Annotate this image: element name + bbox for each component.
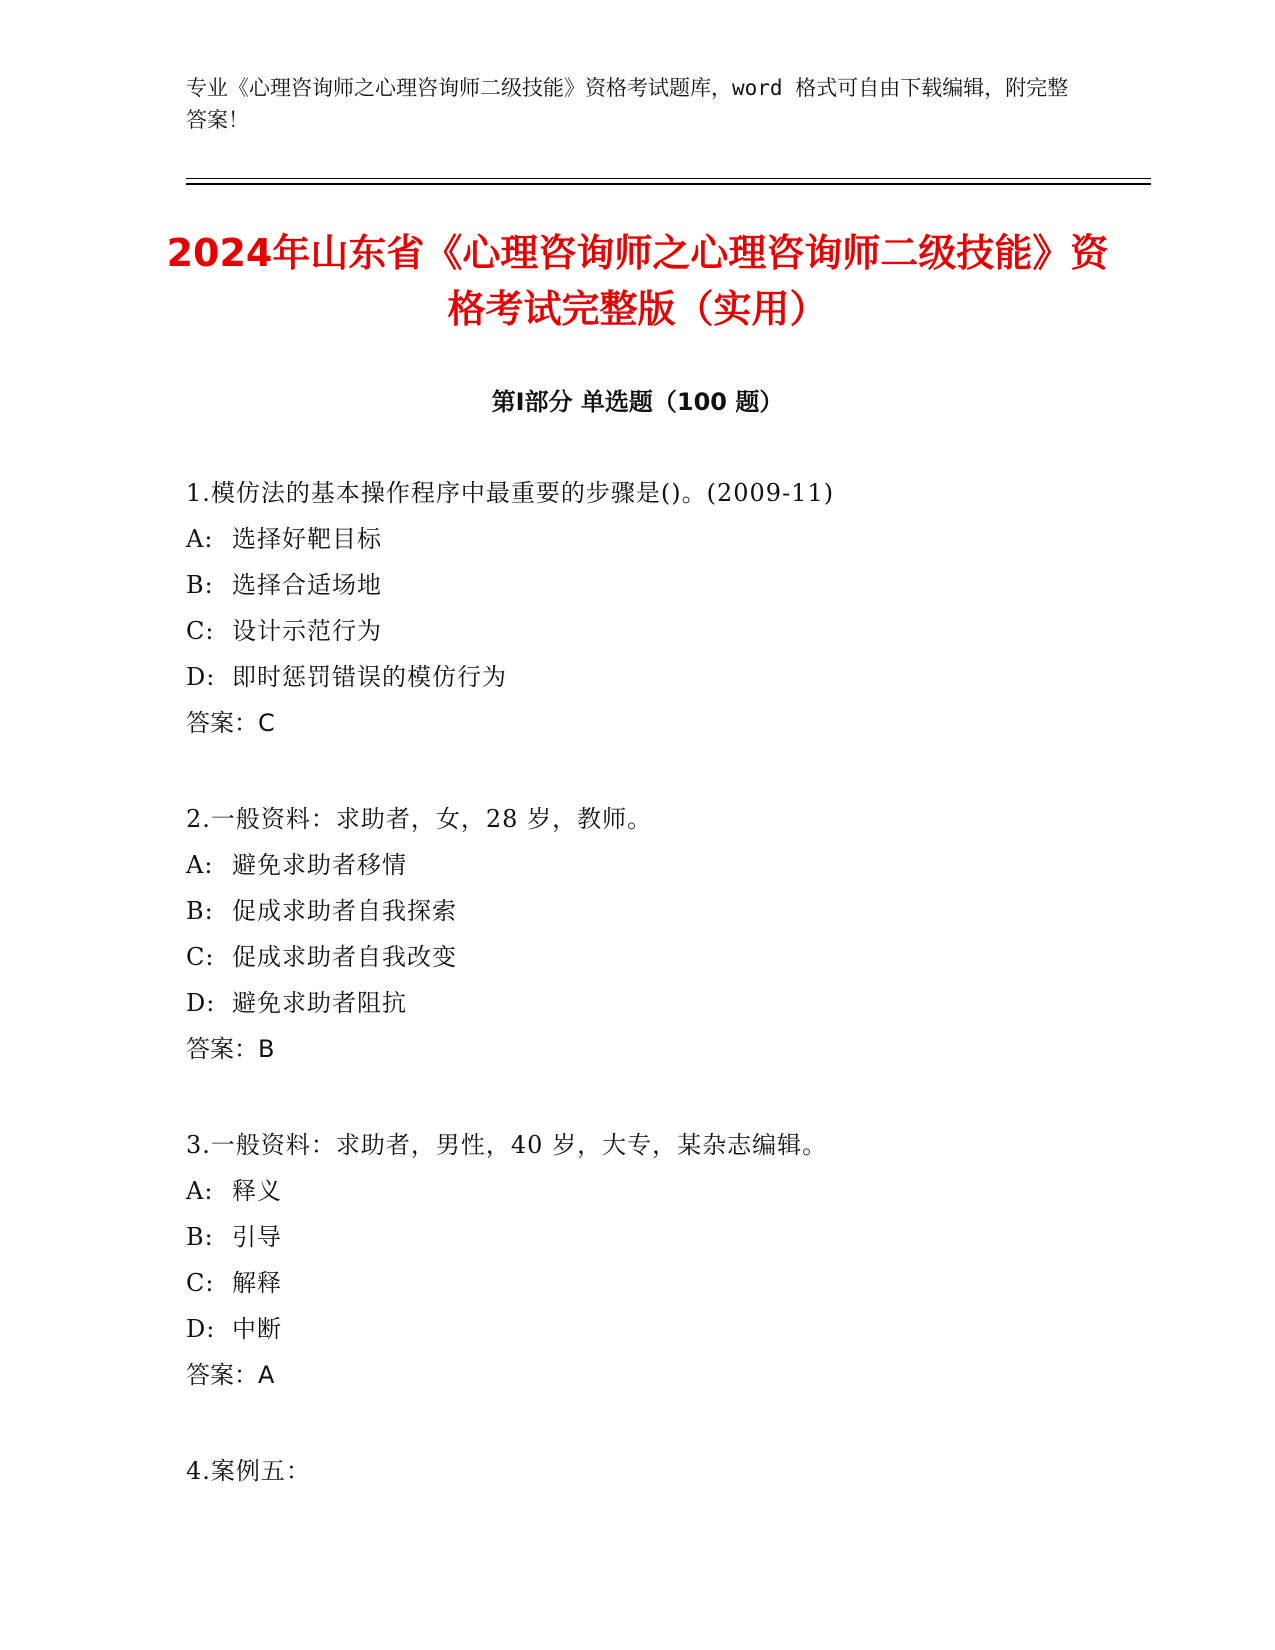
option-a <box>186 1168 1126 1214</box>
option-key: C: <box>186 1269 215 1297</box>
option-text: 解释 <box>232 1269 282 1297</box>
header-divider-thick <box>186 183 1151 185</box>
header-divider-thin <box>186 178 1151 179</box>
option-key: B: <box>186 897 214 925</box>
question-text: 2.一般资料：求助者，女，28 岁，教师。 <box>186 805 653 833</box>
page-title: 2024年山东省《心理咨询师之心理咨询师二级技能》资格考试完整版（实用） <box>166 231 1109 331</box>
option-text: 避免求助者阻抗 <box>232 989 407 1017</box>
option-key: B: <box>186 571 214 599</box>
option-key: A: <box>186 1177 214 1205</box>
option-b <box>186 1214 1126 1260</box>
option-key: D: <box>186 989 216 1017</box>
option-key: A: <box>186 851 214 879</box>
question-text: 3.一般资料：求助者，男性，40 岁，大专，某杂志编辑。 <box>186 1131 828 1159</box>
question-text: 1.模仿法的基本操作程序中最重要的步骤是()。(2009-11) <box>186 479 835 507</box>
option-b <box>186 562 1126 608</box>
question-list <box>186 470 1126 1544</box>
option-c <box>186 1260 1126 1306</box>
question-1 <box>186 470 1126 746</box>
question-3 <box>186 1122 1126 1398</box>
section-title: 第Ⅰ部分 单选题（100 题） <box>491 388 784 416</box>
option-d <box>186 1306 1126 1352</box>
answer: 答案：B <box>186 1035 275 1063</box>
option-b <box>186 888 1126 934</box>
option-key: D: <box>186 663 216 691</box>
option-key: D: <box>186 1315 216 1343</box>
option-c <box>186 608 1126 654</box>
option-text: 设计示范行为 <box>232 617 382 645</box>
option-text: 避免求助者移情 <box>232 851 407 879</box>
option-text: 中断 <box>232 1315 282 1343</box>
option-text: 选择合适场地 <box>232 571 382 599</box>
option-key: A: <box>186 525 214 553</box>
option-a <box>186 516 1126 562</box>
option-key: B: <box>186 1223 214 1251</box>
option-text: 释义 <box>232 1177 282 1205</box>
question-4 <box>186 1448 1126 1494</box>
option-text: 即时惩罚错误的模仿行为 <box>232 663 507 691</box>
question-text: 4.案例五： <box>186 1457 311 1485</box>
option-d <box>186 980 1126 1026</box>
answer: 答案：C <box>186 709 275 737</box>
option-text: 引导 <box>232 1223 282 1251</box>
option-c <box>186 934 1126 980</box>
header-note: 专业《心理咨询师之心理咨询师二级技能》资格考试题库，word 格式可自由下载编辑，附完整答案！ <box>186 76 1069 132</box>
question-2 <box>186 796 1126 1072</box>
answer: 答案：A <box>186 1361 275 1389</box>
option-text: 促成求助者自我探索 <box>232 897 457 925</box>
option-text: 促成求助者自我改变 <box>232 943 457 971</box>
option-key: C: <box>186 943 215 971</box>
option-key: C: <box>186 617 215 645</box>
option-text: 选择好靶目标 <box>232 525 382 553</box>
option-a <box>186 842 1126 888</box>
option-d <box>186 654 1126 700</box>
